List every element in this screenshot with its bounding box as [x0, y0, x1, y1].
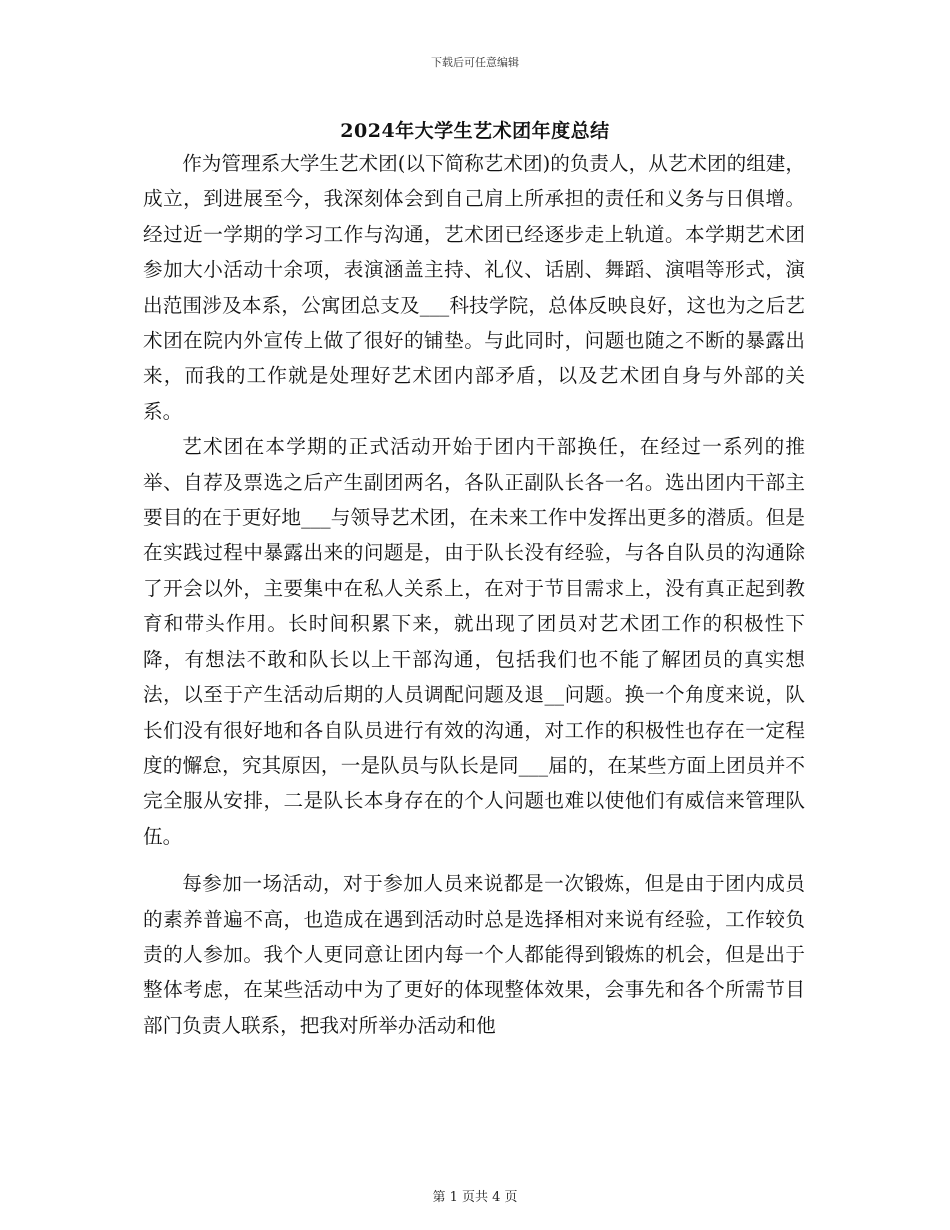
paragraph-3: 每参加一场活动，对于参加人员来说都是一次锻炼，但是由于团内成员的素养普遍不高，也造成在遇到活动时总是选择相对来说有经验，工作较负责的人参加。我个人更同意让团内每一个人都能得到锻炼的机会，但是出于整体考虑，在某些活动中为了更好的体现整体效果，会事先和各个所需节目部门负责人联系，把我对所举办活动和他	[143, 872, 805, 1037]
page-header-note: 下载后可任意编辑	[431, 56, 519, 69]
paragraph-1: 作为管理系大学生艺术团(以下简称艺术团)的负责人，从艺术团的组建，成立，到进展至今，我深刻体会到自己肩上所承担的责任和义务与日俱增。经过近一学期的学习工作与沟通，艺术团已经逐步走上轨道。本学期艺术团参加大小活动十余项，表演涵盖主持、礼仪、话剧、舞蹈、演唱等形式，演出范围涉及本系，公寓团总支及___科技学院，总体反映良好，这也为之后艺术团在院内外宣传上做了很好的铺垫。与此同时，问题也随之不断的暴露出来，而我的工作就是处理好艺术团内部矛盾，以及艺术团自身与外部的关系。	[143, 152, 805, 423]
document-body	[143, 146, 805, 1043]
page-number-footer: 第 1 页共 4 页	[432, 1190, 518, 1205]
document-title: 2024年大学生艺术团年度总结	[340, 120, 610, 142]
paragraph-2: 艺术团在本学期的正式活动开始于团内干部换任，在经过一系列的推举、自荐及票选之后产生副团两名，各队正副队长各一名。选出团内干部主要目的在于更好地___与领导艺术团，在未来工作中发挥出更多的潜质。但是在实践过程中暴露出来的问题是，由于队长没有经验，与各自队员的沟通除了开会以外，主要集中在私人关系上，在对于节目需求上，没有真正起到教育和带头作用。长时间积累下来，就出现了团员对艺术团工作的积极性下降，有想法不敢和队长以上干部沟通，包括我们也不能了解团员的真实想法，以至于产生活动后期的人员调配问题及退__问题。换一个角度来说，队长们没有很好地和各自队员进行有效的沟通，对工作的积极性也存在一定程度的懈怠，究其原因，一是队员与队长是同___届的，在某些方面上团员并不完全服从安排，二是队长本身存在的个人问题也难以使他们有威信来管理队伍。	[143, 435, 805, 848]
